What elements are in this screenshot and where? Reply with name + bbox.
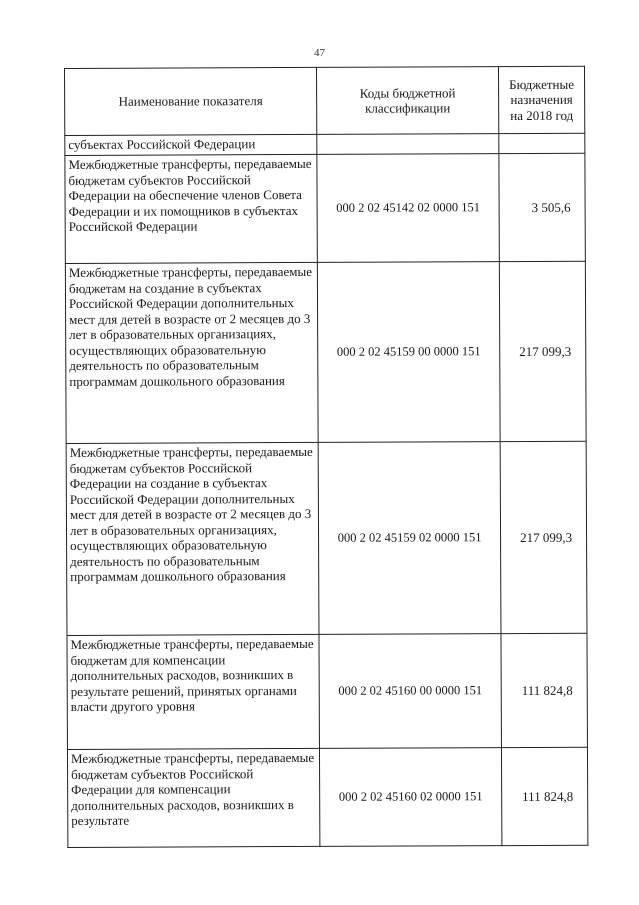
table-row (67, 633, 587, 749)
header-budget-code: Коды бюджетной классификации (316, 67, 498, 135)
table-row (65, 261, 586, 443)
row-budget-code: 000 2 02 45159 02 0000 151 (318, 442, 501, 635)
header-indicator-name: Наименование показателя (65, 67, 317, 135)
row-indicator-name: Межбюджетные трансферты, передаваемые бюджетам субъектов Российской Федерации на создание в субъектах Российской Федерации дополнительных мест для детей в возрасте от 2 месяцев до 3 лет в образовательных организациях, осуществляющих образовательную деятельность по образовательным программам дошкольного образования (66, 442, 319, 635)
table-row (65, 133, 585, 155)
row-budget-code: 000 2 02 45160 00 0000 151 (319, 634, 501, 749)
table-header-row (65, 66, 585, 135)
header-budget-amount: Бюджетные назначения на 2018 год (498, 66, 584, 133)
row-indicator-name: Межбюджетные трансферты, передаваемые бюджетам субъектов Российской Федерации для компенсации дополнительных расходов, возникших в результате (67, 748, 319, 847)
row-indicator-name: Межбюджетные трансферты, передаваемые бюджетам субъектов Российской Федерации на обеспечение членов Совета Федерации и их помощников в субъектах Российской Федерации (65, 154, 317, 263)
row-indicator-name: Межбюджетные трансферты, передаваемые бюджетам для компенсации дополнительных расходов, возникших в результате решений, принятых органами власти другого уровня (67, 634, 319, 749)
row-indicator-name: субъектах Российской Федерации (65, 134, 317, 155)
row-budget-code: 000 2 02 45159 00 0000 151 (317, 262, 500, 443)
table-row (65, 153, 585, 263)
row-budget-amount: 217 099,3 (500, 441, 587, 633)
row-budget-amount: 3 505,6 (499, 153, 585, 261)
table-row (67, 747, 587, 847)
row-budget-amount: 217 099,3 (499, 261, 586, 441)
table-row (66, 441, 587, 635)
row-budget-code: 000 2 02 45160 02 0000 151 (319, 748, 501, 847)
budget-table (64, 66, 588, 848)
row-budget-amount: 111 824,8 (501, 633, 587, 747)
row-budget-code (317, 134, 499, 155)
page-number: 47 (314, 47, 325, 59)
row-indicator-name: Межбюджетные трансферты, передаваемые бюджетам на создание в субъектах Российской Федерации дополнительных мест для детей в возрасте от 2 месяцев до 3 лет в образовательных организациях, осуществляющих образовательную деятельность по образовательным программам дошкольного образования (65, 262, 318, 443)
row-budget-amount (499, 133, 585, 153)
row-budget-code: 000 2 02 45142 02 0000 151 (317, 154, 499, 263)
row-budget-amount: 111 824,8 (501, 747, 587, 845)
